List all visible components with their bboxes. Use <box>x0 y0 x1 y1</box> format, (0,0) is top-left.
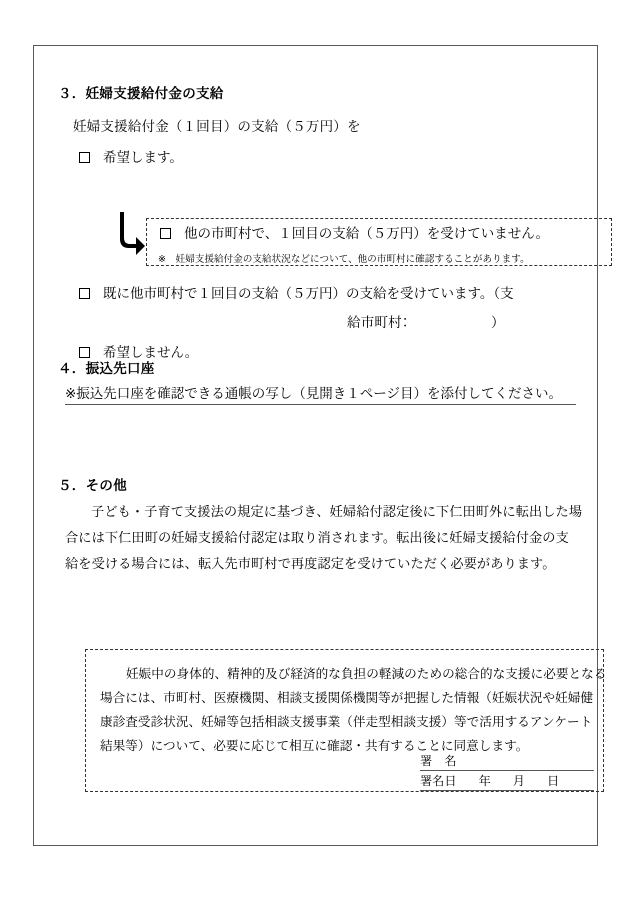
page-frame <box>33 45 607 846</box>
checkbox-icon-not-received-elsewhere[interactable] <box>160 228 171 239</box>
signature-name-label: 署 名 <box>420 754 457 768</box>
checkbox-label-already-received: 既に他市町村で１回目の支給（５万円）の支給を受けています。（支 <box>103 286 514 301</box>
section-3-sub-note: ※ 妊婦支援給付金の支給状況などについて、他の市町村に確認することがあります。 <box>158 254 530 265</box>
consent-text <box>100 662 606 758</box>
checkbox-label-not-received-elsewhere: 他の市町村で、１回目の支給（５万円）を受けていません。 <box>184 226 550 241</box>
section-5-heading: ５．その他 <box>58 478 127 493</box>
checkbox-row-already-received[interactable] <box>79 284 514 303</box>
checkbox-label-hope: 希望します。 <box>103 150 183 165</box>
section-5-line-2: 合には下仁田町の妊婦支援給付認定は取り消されます。転出後に妊婦支援給付金の支 <box>65 530 569 545</box>
consent-box <box>85 649 607 792</box>
page-content <box>34 46 607 845</box>
signature-name-row[interactable] <box>420 751 594 771</box>
consent-line-2: 場合には、市町村、医療機関、相談支援関係機関等が把握した情報（妊娠状況や妊婦健 <box>100 691 594 705</box>
hooked-arrow-icon <box>120 212 146 256</box>
signature-date-day[interactable]: 日 <box>546 774 560 788</box>
consent-line-1: 妊娠中の身体的、精神的及び経済的な負担の軽減のための総合的な支援に必要となる <box>126 667 607 681</box>
section-3-lead-text: 妊婦支援給付金（１回目）の支給（５万円）を <box>73 119 361 134</box>
section-4-heading: ４．振込先口座 <box>58 361 155 376</box>
signature-date-month[interactable]: 月 <box>512 774 525 788</box>
signature-date-row[interactable] <box>420 771 594 791</box>
checkbox-row-not-received-elsewhere[interactable] <box>160 224 549 243</box>
signature-date-label: 署名日 <box>420 774 457 788</box>
consent-line-4: 結果等）について、必要に応じて相互に確認・共有することに同意します。 <box>100 739 529 753</box>
consent-line-3: 康診査受診状況、妊婦等包括相談支援事業（伴走型相談支援）等で活用するアンケート <box>100 715 593 729</box>
already-received-municipality-field[interactable]: 給市町村： ） <box>347 315 505 330</box>
signature-date-year[interactable]: 年 <box>478 774 491 788</box>
section-5-paragraph <box>65 499 583 577</box>
checkbox-icon-hope[interactable] <box>79 152 90 163</box>
signature-area <box>420 751 594 791</box>
section-5-line-3: 給を受ける場合には、転入先市町村で再度認定を受けていただく必要があります。 <box>65 556 556 571</box>
section-5-line-1: 子ども・子育て支援法の規定に基づき、妊婦給付認定後に下仁田町外に転出した場 <box>91 504 583 519</box>
section-4-note: ※振込先口座を確認できる通帳の写し（見開き１ページ目）を添付してください。 <box>65 382 576 405</box>
checkbox-icon-already-received[interactable] <box>79 288 90 299</box>
checkbox-label-decline: 希望しません。 <box>103 345 199 360</box>
checkbox-row-hope[interactable] <box>79 148 183 167</box>
section-3-heading: ３．妊婦支援給付金の支給 <box>58 86 224 101</box>
